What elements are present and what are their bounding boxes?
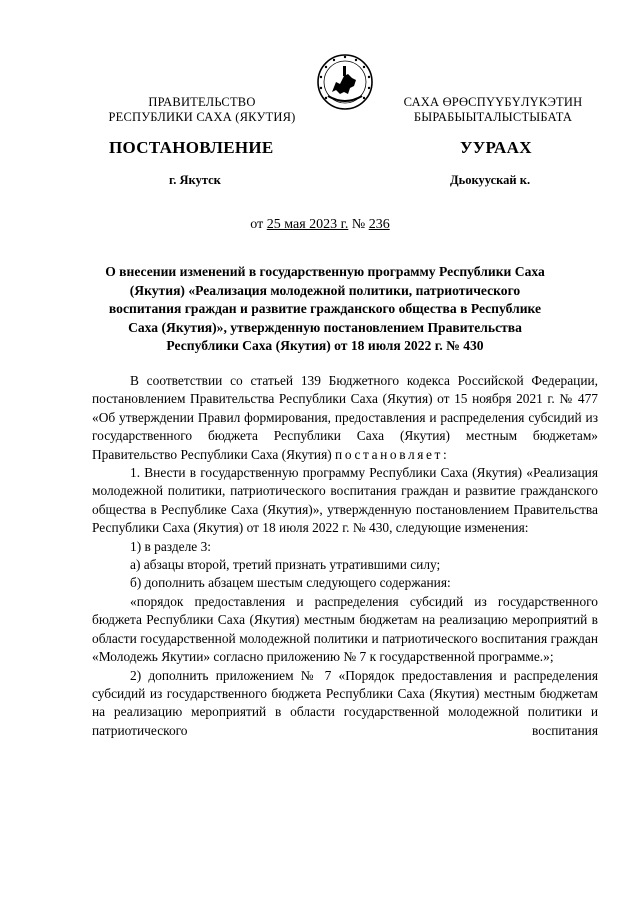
number-label: № bbox=[348, 217, 369, 232]
document-number: 236 bbox=[368, 217, 390, 232]
doc-type-yakut: УУРААХ bbox=[460, 138, 532, 157]
org-name-yakut bbox=[388, 95, 598, 125]
org-left-line2: РЕСПУБЛИКИ САХА (ЯКУТИЯ) bbox=[108, 110, 296, 124]
place-yakut: Дьокуускай к. bbox=[450, 173, 531, 187]
place-russian: г. Якутск bbox=[169, 173, 221, 187]
coat-of-arms-icon bbox=[310, 52, 380, 112]
document-body bbox=[92, 372, 598, 740]
paragraph-quote: «порядок предоставления и распределения субсидий из государственного бюджета Республики Саха (Якутия) местным бюджетам на реализацию мероприятий в области государственной молодежной политики и патриотического воспитания граждан «Молодежь Якутии» согласно приложению № 7 к государственной программе.»; bbox=[92, 593, 598, 665]
document-title: О внесении изменений в государственную программу Республики Саха (Якутия) «Реализация молодежной политики, патриотического воспитания граждан и развитие гражданского общества в Республике Саха (Якутия)», утвержденную постановлением Правительства Республики Саха (Якутия) от 18 июля 2022 г. № 430 bbox=[105, 264, 545, 354]
paragraph-item-1: 1. Внести в государственную программу Республики Саха (Якутия) «Реализация молодежной политики, патриотического воспитания граждан и развитие гражданского общества в Республике Саха (Якутия)», утвержденную постановлением Правительства Республики Саха (Якутия) от 18 июля 2022 г. № 430, следующие изменения: bbox=[92, 465, 598, 536]
paragraph-subitem-2: 2) дополнить приложением № 7 «Порядок предоставления и распределения субсидий из государственного бюджета Республики Саха (Якутия) местным бюджетам на реализацию мероприятий в области государственной молодежной политики и патриотического воспитания bbox=[92, 667, 598, 738]
resolves-word: постановляет: bbox=[335, 446, 450, 462]
org-right-line1: САХА ӨРӨСПҮҮБҮЛҮКЭТИН bbox=[403, 95, 583, 109]
paragraph-subitem-1: 1) в разделе 3: bbox=[130, 538, 212, 554]
paragraph-preamble bbox=[92, 372, 598, 464]
doc-type-russian: ПОСТАНОВЛЕНИЕ bbox=[109, 138, 274, 157]
document-date: 25 мая 2023 г. bbox=[266, 217, 349, 232]
paragraph-subitem-a: а) абзацы второй, третий признать утратившими силу; bbox=[130, 557, 441, 573]
date-number-line bbox=[0, 217, 640, 233]
org-name-russian bbox=[92, 95, 312, 125]
paragraph-subitem-b: б) дополнить абзацем шестым следующего содержания: bbox=[130, 575, 451, 591]
date-prefix: от bbox=[250, 217, 267, 232]
preamble-text: В соответствии со статьей 139 Бюджетного кодекса Российской Федерации, постановлением Правительства Республики Саха (Якутия) от 15 ноября 2021 г. № 477 «Об утверждении Правил формирования, предоставления и распределения субсидий из государственного бюджета Республики Саха (Якутия) местным бюджетам» Правительство Республики Саха (Якутия) bbox=[92, 373, 598, 462]
org-left-line1: ПРАВИТЕЛЬСТВО bbox=[148, 95, 256, 109]
org-right-line2: БЫРАБЫЫТАЛЫСТЫБАТА bbox=[413, 110, 573, 124]
